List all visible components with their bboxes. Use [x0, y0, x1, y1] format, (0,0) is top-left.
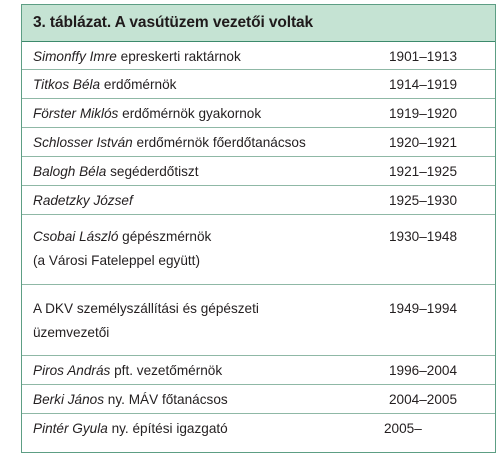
row-years: 1949–1994 — [389, 301, 458, 316]
person-role-line2: (a Városi Fateleppel együtt) — [33, 253, 200, 268]
person-name: Piros András — [33, 363, 111, 378]
person-role: segéderdőtiszt — [106, 164, 199, 179]
table-row — [22, 215, 495, 285]
person-name: Radetzky József — [33, 193, 133, 208]
person-name: Förster Miklós — [33, 106, 119, 121]
person-role-line2: üzemvezetői — [33, 325, 110, 340]
row-name-cell — [33, 359, 378, 383]
person-name: Titkos Béla — [33, 77, 101, 92]
person-role: ny. MÁV főtanácsos — [104, 392, 228, 407]
table-row — [22, 356, 495, 385]
row-name-cell — [33, 131, 378, 155]
person-role: erdőmérnök gyakornok — [118, 106, 262, 121]
table-row — [22, 99, 495, 128]
table-header — [22, 5, 495, 42]
person-role: erdőmérnök főerdőtanácsos — [132, 135, 306, 150]
table-row — [22, 70, 495, 99]
row-name-cell — [33, 388, 378, 412]
row-name-cell — [33, 189, 378, 213]
person-role: ny. építési igazgató — [107, 421, 228, 436]
row-years: 1919–1920 — [389, 106, 458, 121]
row-years: 2005– — [384, 421, 422, 436]
row-years: 1901–1913 — [389, 49, 458, 64]
row-name-cell — [33, 417, 378, 441]
row-name-cell — [33, 297, 378, 345]
table-row — [22, 42, 495, 70]
person-name: Simonffy Imre — [33, 49, 117, 64]
row-name-cell — [33, 160, 378, 184]
person-name: Csobai László — [33, 229, 119, 244]
row-years: 1920–1921 — [389, 135, 458, 150]
row-years: 1921–1925 — [389, 164, 458, 179]
table-row — [22, 414, 495, 443]
row-years: 1996–2004 — [389, 363, 458, 378]
table-row — [22, 128, 495, 157]
row-name-cell — [33, 45, 378, 69]
row-name-cell — [33, 73, 378, 97]
person-name: Pintér Gyula — [33, 421, 108, 436]
person-role: A DKV személyszállítási és gépészeti — [33, 301, 259, 316]
person-role: gépészmérnök — [118, 229, 212, 244]
person-role: erdőmérnök — [100, 77, 177, 92]
row-years: 1925–1930 — [389, 193, 458, 208]
table-title: 3. táblázat. A vasútüzem vezetői voltak — [33, 14, 314, 31]
table-row — [22, 186, 495, 215]
row-years: 1914–1919 — [389, 77, 458, 92]
table-row — [22, 285, 495, 356]
table-row — [22, 385, 495, 414]
person-name: Balogh Béla — [33, 164, 107, 179]
row-name-cell — [33, 225, 378, 273]
person-role: epreskerti raktárnok — [116, 49, 241, 64]
person-name: Schlosser István — [33, 135, 133, 150]
leaders-table — [21, 4, 496, 453]
row-name-cell — [33, 102, 378, 126]
person-name: Berki János — [33, 392, 105, 407]
row-years: 2004–2005 — [389, 392, 458, 407]
person-role: pft. vezetőmérnök — [110, 363, 223, 378]
table-row — [22, 157, 495, 186]
row-years: 1930–1948 — [389, 229, 458, 244]
